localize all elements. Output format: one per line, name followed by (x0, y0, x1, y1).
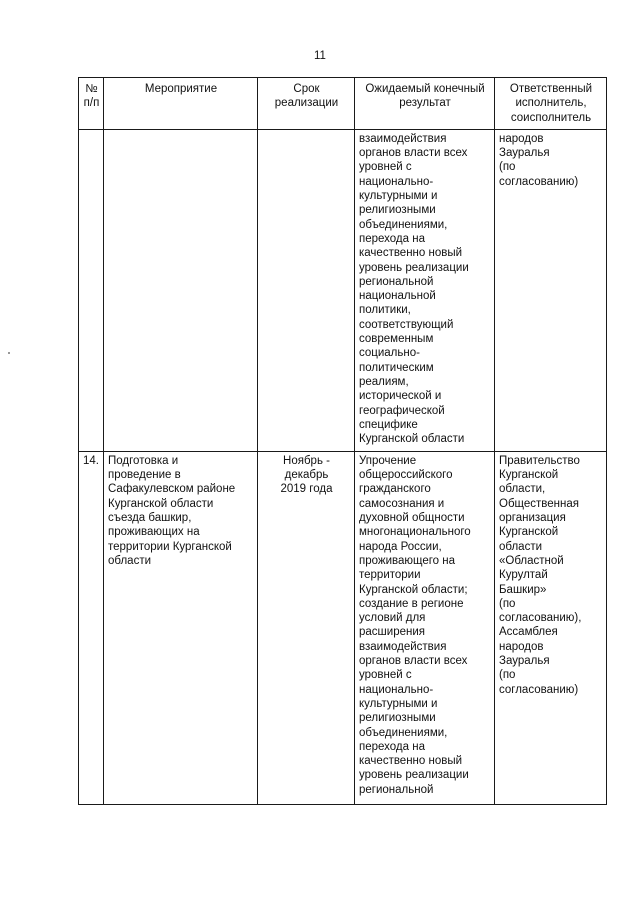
cell-term (258, 129, 355, 451)
events-table (78, 77, 607, 805)
cell-event (104, 129, 258, 451)
scan-speck (8, 352, 10, 354)
header-responsible: Ответственный исполнитель, соисполнитель (495, 78, 607, 130)
table-header-row (79, 78, 607, 130)
cell-responsible: народов Зауралья (по согласованию) (495, 129, 607, 451)
table-row (79, 451, 607, 804)
cell-responsible: Правительство Курганской области, Общественная организация Курганской области «Областной Курултай Башкир» (по согласованию), Ассамблея народов Зауралья (по согласованию) (495, 451, 607, 804)
cell-term: Ноябрь - декабрь 2019 года (258, 451, 355, 804)
page-number: 11 (314, 50, 326, 62)
cell-result: взаимодействия органов власти всех уровней с национально- культурными и религиозными объединениями, перехода на качественно новый уровень реализации региональной национальной политики, соответствующий современным социально- политическим реалиям, исторической и географической специфике Курганской области (355, 129, 495, 451)
table-row (79, 129, 607, 451)
cell-result: Упрочение общероссийского гражданского самосознания и духовной общности многонационального народа России, проживающего на территории Курганской области; создание в регионе условий для расширения взаимодействия органов власти всех уровней с национально- культурными и религиозными объединениями, перехода на качественно новый уровень реализации региональной (355, 451, 495, 804)
header-number: № п/п (79, 78, 104, 130)
header-result: Ожидаемый конечный результат (355, 78, 495, 130)
cell-number (79, 129, 104, 451)
cell-event: Подготовка и проведение в Сафакулевском районе Курганской области съезда башкир, проживающих на территории Курганской области (104, 451, 258, 804)
header-term: Срок реализации (258, 78, 355, 130)
cell-number: 14. (79, 451, 104, 804)
header-event: Мероприятие (104, 78, 258, 130)
